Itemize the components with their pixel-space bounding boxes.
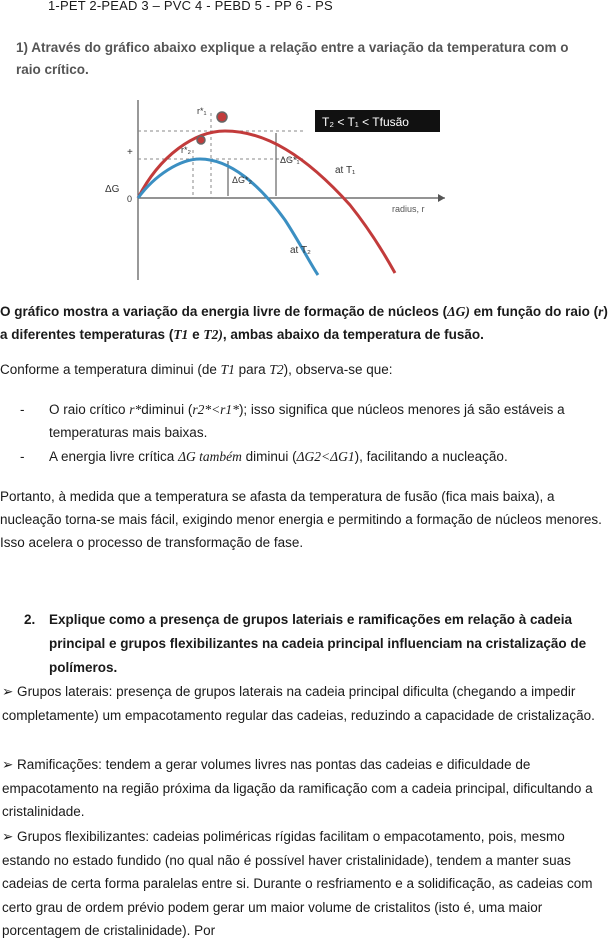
intro-a: O gráfico mostra a variação da energia livre de formação de núcleos ( (0, 304, 448, 319)
b2-rel: ΔG2<ΔG1 (296, 449, 355, 464)
b2-a: A energia livre crítica (49, 449, 179, 464)
cond-t2: T2 (269, 362, 284, 377)
answer-2-flexible-groups: ➢ Grupos flexibilizantes: cadeias poliméricas rígidas facilitam o empacotamento, pois, mesmo estando no estado fundido (no qual não é possível haver cristalinidade), tendem a manter suas cadeias de certa forma paralelas entre si. Durante o resfriamento e a solidificação, as cadeias com certo grau de ordem prévio podem gerar um maior volume de cristalitos (isto é, uma maior porcentagem de cristalinidade). Por (2, 829, 593, 938)
bullet-text (49, 398, 609, 444)
banner-text: T₂ < T₁ < Tfusão (322, 115, 409, 129)
b2-c: ), facilitando a nucleação. (354, 449, 508, 464)
question-1-number: 1) (16, 40, 29, 55)
answer-1-intro (0, 300, 611, 346)
intro-e: e (188, 327, 204, 342)
b1-a: O raio crítico (49, 402, 130, 417)
r1-label: r*₁ (197, 106, 207, 116)
intro-r: r (598, 304, 604, 319)
question-2-text: Explique como a presença de grupos lateriais e ramificações em relação à cadeia principal e grupos flexibilizantes na cadeia principal influenciam na cristalização de polímeros. (49, 612, 587, 675)
bullet-text (49, 445, 609, 468)
b1-r: r* (129, 402, 142, 417)
curve-t1 (138, 131, 395, 273)
intro-b: em função do raio ( (469, 304, 599, 319)
cond-t1: T1 (220, 362, 235, 377)
x-axis-label: radius, r (392, 204, 425, 214)
t1-label: at T₁ (335, 165, 356, 176)
bullet-dash: - (20, 449, 25, 464)
intro-d: , ambas abaixo da temperatura de fusão. (222, 327, 484, 342)
intro-dg: ΔG) (447, 304, 470, 319)
question-2-number: 2. (24, 612, 36, 627)
answer-1-bullet-2 (20, 445, 610, 468)
r2-label: r*₂ (181, 145, 191, 155)
bullet-dash: - (20, 402, 25, 417)
y-axis-label: ΔG (105, 184, 120, 195)
nucleation-free-energy-graph (100, 95, 450, 285)
dg2-label: ΔG*₂ (232, 175, 253, 185)
answer-1-condition (0, 358, 611, 381)
answer-2-branches: ➢ Ramificações: tendem a gerar volumes livres nas pontas das cadeias e dificuldade de empacotamento na região próxima da ligação da ramificação com a cadeia principal, dificultando a cristalinidade. (2, 757, 593, 819)
answer-1-conclusion: Portanto, à medida que a temperatura se afasta da temperatura de fusão (fica mais baixa), a nucleação torna-se mais fácil, exigindo menor energia e permitindo a formação de núcleos menores. Isso acelera o processo de transformação de fase. (0, 489, 602, 550)
cond-b: para (234, 362, 270, 377)
b2-dg: ΔG também (178, 449, 242, 464)
question-1 (16, 37, 576, 81)
polymer-list-header: 1-PET 2-PEAD 3 – PVC 4 - PEBD 5 - PP 6 - PS (48, 0, 333, 13)
b1-rel: r2*<r1* (192, 402, 239, 417)
answer-2-lateral-groups: ➢ Grupos laterais: presença de grupos laterais na cadeia principal dificulta (chegando a impedir completamente) um empacotamento regular das cadeias, reduzindo a capacidade de cristalização. (2, 684, 595, 723)
dg1-label: ΔG*₁ (280, 155, 300, 165)
intro-t2: T2) (203, 327, 223, 342)
t2-label: at T₂ (290, 245, 311, 256)
b2-b: diminui ( (241, 449, 297, 464)
cond-c: ), observa-se que: (283, 362, 393, 377)
intro-t1: T1 (173, 327, 189, 342)
origin-label: 0 (127, 194, 133, 204)
intro-c: ) a diferentes temperaturas ( (0, 304, 608, 342)
nucleus-r2-icon (197, 136, 205, 144)
b1-c: ); isso significa que núcleos menores já são estáveis a temperaturas mais baixas. (49, 402, 565, 440)
plus-label: + (127, 147, 133, 158)
answer-1-bullet-1 (20, 398, 610, 444)
cond-a: Conforme a temperatura diminui (de (0, 362, 221, 377)
question-1-text: Através do gráfico abaixo explique a relação entre a variação da temperatura com o raio crítico. (16, 40, 569, 77)
b1-b: diminui ( (141, 402, 193, 417)
nucleus-r1-icon (217, 112, 227, 122)
